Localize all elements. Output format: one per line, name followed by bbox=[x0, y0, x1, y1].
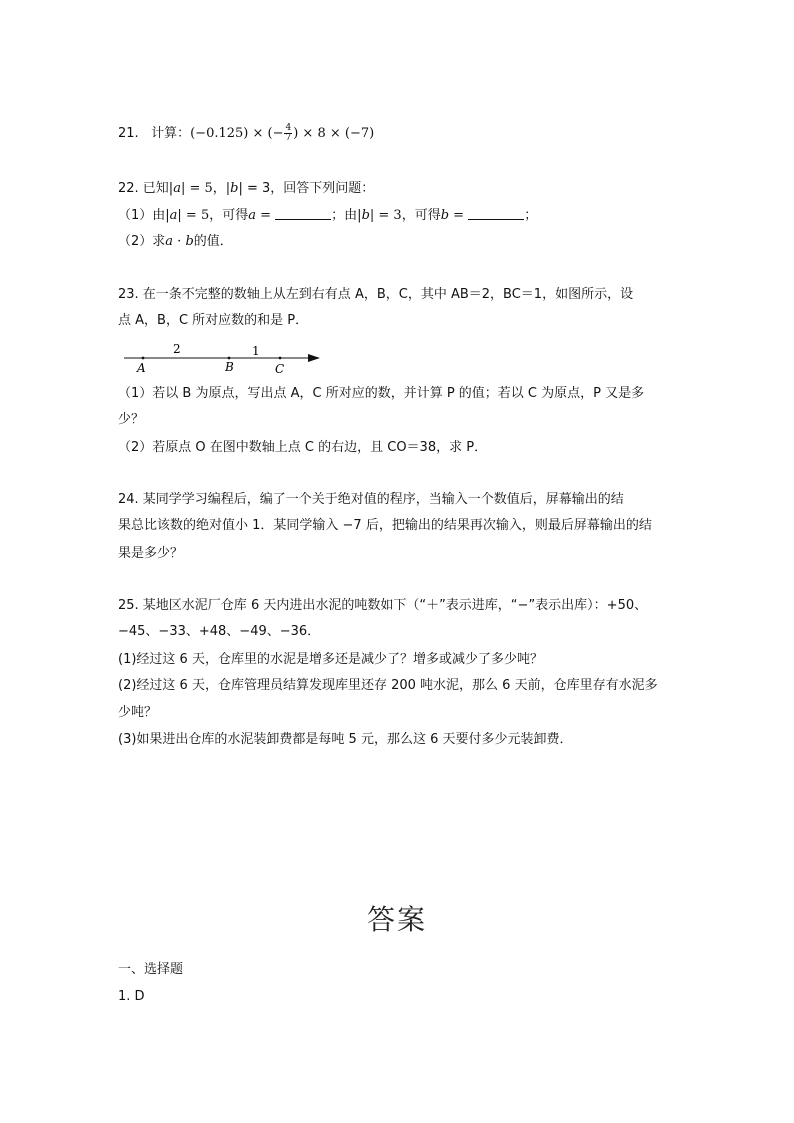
q22-p2-var-b: b bbox=[185, 234, 194, 249]
q22-p1-mid2: ；由| bbox=[331, 208, 362, 223]
question-25-part1: (1)经过这 6 天，仓库里的水泥是增多还是减少了？增多或减少了多少吨？ bbox=[118, 652, 543, 667]
q21-label: 计算： bbox=[151, 126, 191, 141]
point-b-dot bbox=[228, 357, 231, 360]
question-23-line2: 点 A，B，C 所对应数的和是 P． bbox=[118, 313, 309, 328]
point-a-label: A bbox=[137, 361, 146, 375]
q22-stem-mid: | = 5，| bbox=[180, 181, 231, 196]
q22-p1-mid1: | = 5，可得 bbox=[177, 208, 249, 223]
point-b-label: B bbox=[225, 360, 234, 374]
point-c-dot bbox=[279, 357, 282, 360]
q22-p1-var-a: a bbox=[169, 208, 178, 223]
q22-p2-dot: · bbox=[173, 234, 186, 249]
q21-frac-den: 7 bbox=[285, 133, 292, 143]
question-25-part2-line2: 少吨？ bbox=[118, 705, 158, 720]
q21-fraction bbox=[284, 124, 292, 143]
q22-p2-var-a: a bbox=[165, 234, 174, 249]
q22-stem-suffix: | = 3，回答下列问题： bbox=[238, 181, 375, 196]
q22-p1-var-b2: b bbox=[440, 208, 450, 223]
question-23-line1: 23. 在一条不完整的数轴上从左到右有点 A，B，C，其中 AB＝2，BC＝1，如图所示，设 bbox=[118, 287, 634, 302]
question-25-line2: −45、−33、+48、−49、−36． bbox=[118, 624, 321, 639]
question-25-line1: 25. 某地区水泥厂仓库 6 天内进出水泥的吨数如下（“＋”表示进库，“−”表示出库）：+50、 bbox=[118, 598, 648, 613]
question-22-stem bbox=[118, 180, 374, 198]
q22-p1-end: ； bbox=[524, 208, 538, 223]
q22-p1-var-b: b bbox=[361, 208, 370, 223]
q21-expr-a: (−0.125) × (− bbox=[190, 126, 284, 141]
question-23-part1-line1: （1）若以 B 为原点，写出点 A，C 所对应的数，并计算 P 的值；若以 C 为原点，P 又是多 bbox=[118, 386, 645, 401]
question-23-part1-line2: 少？ bbox=[118, 412, 145, 427]
question-23-part2: （2）若原点 O 在图中数轴上点 C 的右边，且 CO＝38，求 P． bbox=[118, 440, 488, 455]
q21-number: 21. bbox=[118, 126, 139, 141]
q22-stem-prefix: 22. 已知| bbox=[118, 181, 174, 196]
q21-frac-num: 4 bbox=[285, 123, 292, 133]
q22-p2-prefix: （2）求 bbox=[118, 234, 166, 249]
q22-p2-suffix: 的值． bbox=[193, 234, 233, 249]
answers-section-heading: 一、选择题 bbox=[118, 962, 184, 977]
q22-p1-mid3: | = 3，可得 bbox=[369, 208, 441, 223]
number-line-figure bbox=[118, 340, 328, 376]
q22-blank-a[interactable] bbox=[275, 207, 331, 220]
question-25-part3: (3)如果进出仓库的水泥装卸费都是每吨 5 元，那么这 6 天要付多少元装卸费． bbox=[118, 732, 573, 747]
number-line-arrow-icon bbox=[308, 354, 320, 362]
q22-p1-prefix: （1）由| bbox=[118, 208, 170, 223]
question-21 bbox=[118, 124, 374, 143]
answer-item-1: 1. D bbox=[118, 989, 145, 1004]
question-25-part2-line1: (2)经过这 6 天，仓库管理员结算发现库里还存 200 吨水泥，那么 6 天前，仓库里存有水泥多 bbox=[118, 678, 658, 693]
point-a-dot bbox=[142, 357, 145, 360]
point-c-label: C bbox=[275, 362, 285, 376]
q22-var-b: b bbox=[230, 181, 239, 196]
question-24-line2: 果总比该数的绝对值小 1．某同学输入 −7 后，把输出的结果再次输入，则最后屏幕输出的结 bbox=[118, 518, 652, 533]
question-24-line3: 果是多少？ bbox=[118, 546, 184, 561]
question-22-part1 bbox=[118, 207, 537, 225]
q22-p1-eq: = bbox=[256, 208, 276, 223]
question-24-line1: 24. 某同学学习编程后，编了一个关于绝对值的程序，当输入一个数值后，屏幕输出的结 bbox=[118, 492, 624, 507]
q22-var-a: a bbox=[173, 181, 181, 196]
segment-ab-label: 2 bbox=[173, 342, 181, 356]
question-22-part2 bbox=[118, 233, 233, 251]
q22-blank-b[interactable] bbox=[468, 207, 524, 220]
q22-p1-eq2: = bbox=[449, 208, 469, 223]
q22-p1-var-a2: a bbox=[248, 208, 256, 223]
q21-expr-b: ) × 8 × (−7) bbox=[293, 126, 375, 141]
segment-bc-label: 1 bbox=[252, 344, 260, 358]
answers-title: 答案 bbox=[366, 903, 427, 936]
